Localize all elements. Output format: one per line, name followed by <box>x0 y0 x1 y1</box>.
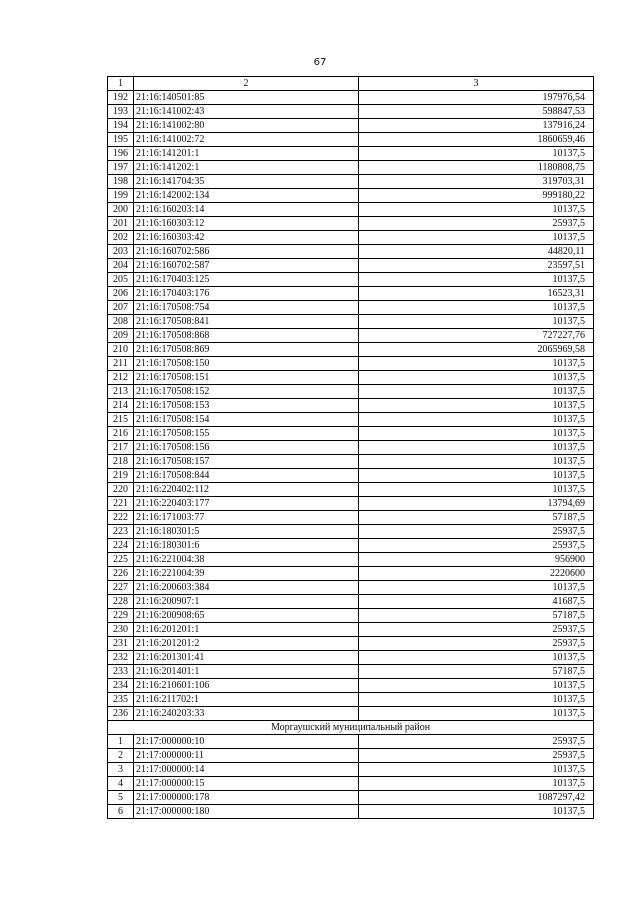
cadastral-value: 25937,5 <box>359 217 594 231</box>
cadastral-number: 21:16:220403:177 <box>134 497 359 511</box>
table-row <box>108 147 594 161</box>
cadastral-number: 21:17:000000:14 <box>134 763 359 777</box>
table-row <box>108 595 594 609</box>
cadastral-number: 21:16:160303:12 <box>134 217 359 231</box>
row-number: 228 <box>108 595 134 609</box>
page-number: 67 <box>313 57 327 68</box>
table-row <box>108 161 594 175</box>
table-row <box>108 273 594 287</box>
table-row <box>108 777 594 791</box>
cadastral-number: 21:16:171003:77 <box>134 511 359 525</box>
row-number: 1 <box>108 735 134 749</box>
table-row <box>108 581 594 595</box>
cadastral-value: 25937,5 <box>359 623 594 637</box>
cadastral-value: 10137,5 <box>359 455 594 469</box>
cadastral-value: 727227,76 <box>359 329 594 343</box>
cadastral-number: 21:16:220402:112 <box>134 483 359 497</box>
cadastral-value: 10137,5 <box>359 427 594 441</box>
cadastral-value: 23597,51 <box>359 259 594 273</box>
cadastral-value: 10137,5 <box>359 385 594 399</box>
row-number: 211 <box>108 357 134 371</box>
cadastral-number: 21:16:170508:868 <box>134 329 359 343</box>
cadastral-number: 21:16:170508:754 <box>134 301 359 315</box>
cadastral-number: 21:17:000000:15 <box>134 777 359 791</box>
row-number: 4 <box>108 777 134 791</box>
cadastral-value: 25937,5 <box>359 539 594 553</box>
table-row <box>108 637 594 651</box>
row-number: 227 <box>108 581 134 595</box>
table-row <box>108 91 594 105</box>
cadastral-value: 10137,5 <box>359 679 594 693</box>
row-number: 213 <box>108 385 134 399</box>
row-number: 235 <box>108 693 134 707</box>
row-number: 192 <box>108 91 134 105</box>
table-row <box>108 735 594 749</box>
cadastral-number: 21:16:170508:154 <box>134 413 359 427</box>
table-row <box>108 119 594 133</box>
cadastral-value: 10137,5 <box>359 483 594 497</box>
row-number: 219 <box>108 469 134 483</box>
cadastral-value: 10137,5 <box>359 441 594 455</box>
table-row <box>108 301 594 315</box>
cadastral-value: 10137,5 <box>359 301 594 315</box>
cadastral-number: 21:16:160303:42 <box>134 231 359 245</box>
table-row <box>108 259 594 273</box>
row-number: 210 <box>108 343 134 357</box>
header-col-3: 3 <box>359 77 594 91</box>
cadastral-value: 10137,5 <box>359 357 594 371</box>
table-row <box>108 441 594 455</box>
row-number: 226 <box>108 567 134 581</box>
cadastral-value: 57187,5 <box>359 665 594 679</box>
cadastral-number: 21:16:140501:85 <box>134 91 359 105</box>
cadastral-number: 21:16:170508:153 <box>134 399 359 413</box>
table-row <box>108 385 594 399</box>
cadastral-number: 21:16:141002:43 <box>134 105 359 119</box>
row-number: 206 <box>108 287 134 301</box>
row-number: 231 <box>108 637 134 651</box>
table-row <box>108 553 594 567</box>
row-number: 225 <box>108 553 134 567</box>
table-row <box>108 231 594 245</box>
row-number: 236 <box>108 707 134 721</box>
table-row <box>108 623 594 637</box>
cadastral-value: 10137,5 <box>359 147 594 161</box>
cadastral-number: 21:16:141002:72 <box>134 133 359 147</box>
cadastral-value: 999180,22 <box>359 189 594 203</box>
table-row <box>108 805 594 819</box>
cadastral-value: 10137,5 <box>359 315 594 329</box>
cadastral-value: 1087297,42 <box>359 791 594 805</box>
cadastral-number: 21:16:142002:134 <box>134 189 359 203</box>
cadastral-number: 21:17:000000:178 <box>134 791 359 805</box>
cadastral-number: 21:16:201201:2 <box>134 637 359 651</box>
cadastral-value: 25937,5 <box>359 749 594 763</box>
row-number: 203 <box>108 245 134 259</box>
cadastral-value: 10137,5 <box>359 693 594 707</box>
cadastral-value: 25937,5 <box>359 525 594 539</box>
row-number: 218 <box>108 455 134 469</box>
row-number: 5 <box>108 791 134 805</box>
cadastral-value: 956900 <box>359 553 594 567</box>
cadastral-value-table <box>107 76 594 819</box>
table-row <box>108 357 594 371</box>
cadastral-number: 21:16:170508:869 <box>134 343 359 357</box>
header-col-2: 2 <box>134 77 359 91</box>
cadastral-value: 197976,54 <box>359 91 594 105</box>
cadastral-value: 44820,11 <box>359 245 594 259</box>
cadastral-number: 21:16:170508:150 <box>134 357 359 371</box>
table-row <box>108 665 594 679</box>
cadastral-value: 10137,5 <box>359 203 594 217</box>
table-row <box>108 371 594 385</box>
cadastral-number: 21:16:200907:1 <box>134 595 359 609</box>
cadastral-number: 21:17:000000:11 <box>134 749 359 763</box>
row-number: 3 <box>108 763 134 777</box>
cadastral-number: 21:16:201401:1 <box>134 665 359 679</box>
table-row <box>108 763 594 777</box>
table-row <box>108 315 594 329</box>
table-row <box>108 175 594 189</box>
cadastral-value: 10137,5 <box>359 777 594 791</box>
cadastral-value: 10137,5 <box>359 371 594 385</box>
row-number: 6 <box>108 805 134 819</box>
cadastral-value: 16523,31 <box>359 287 594 301</box>
cadastral-value: 25937,5 <box>359 735 594 749</box>
row-number: 205 <box>108 273 134 287</box>
cadastral-value: 41687,5 <box>359 595 594 609</box>
row-number: 200 <box>108 203 134 217</box>
table-row <box>108 399 594 413</box>
row-number: 223 <box>108 525 134 539</box>
row-number: 232 <box>108 651 134 665</box>
cadastral-number: 21:17:000000:10 <box>134 735 359 749</box>
cadastral-value: 10137,5 <box>359 581 594 595</box>
cadastral-number: 21:16:211702:1 <box>134 693 359 707</box>
cadastral-number: 21:16:141202:1 <box>134 161 359 175</box>
cadastral-value: 10137,5 <box>359 651 594 665</box>
cadastral-number: 21:16:170508:156 <box>134 441 359 455</box>
cadastral-number: 21:16:170508:157 <box>134 455 359 469</box>
table-row <box>108 693 594 707</box>
header-col-1: 1 <box>108 77 134 91</box>
table-row <box>108 567 594 581</box>
row-number: 230 <box>108 623 134 637</box>
row-number: 204 <box>108 259 134 273</box>
row-number: 198 <box>108 175 134 189</box>
row-number: 234 <box>108 679 134 693</box>
row-number: 197 <box>108 161 134 175</box>
cadastral-number: 21:16:141201:1 <box>134 147 359 161</box>
table-row <box>108 539 594 553</box>
cadastral-value: 10137,5 <box>359 413 594 427</box>
row-number: 193 <box>108 105 134 119</box>
row-number: 222 <box>108 511 134 525</box>
cadastral-number: 21:16:170508:155 <box>134 427 359 441</box>
cadastral-number: 21:16:200908:65 <box>134 609 359 623</box>
row-number: 224 <box>108 539 134 553</box>
cadastral-value: 10137,5 <box>359 469 594 483</box>
row-number: 201 <box>108 217 134 231</box>
cadastral-number: 21:16:160702:587 <box>134 259 359 273</box>
section-title: Моргаушский муниципальный район <box>108 721 594 735</box>
row-number: 195 <box>108 133 134 147</box>
cadastral-number: 21:16:200603:384 <box>134 581 359 595</box>
row-number: 214 <box>108 399 134 413</box>
row-number: 217 <box>108 441 134 455</box>
cadastral-value: 10137,5 <box>359 805 594 819</box>
cadastral-number: 21:16:160702:586 <box>134 245 359 259</box>
cadastral-value: 2220600 <box>359 567 594 581</box>
row-number: 196 <box>108 147 134 161</box>
cadastral-number: 21:16:170508:152 <box>134 385 359 399</box>
cadastral-number: 21:16:170508:841 <box>134 315 359 329</box>
cadastral-value: 10137,5 <box>359 231 594 245</box>
cadastral-value: 57187,5 <box>359 609 594 623</box>
table-row <box>108 707 594 721</box>
table-row <box>108 287 594 301</box>
cadastral-number: 21:16:170403:176 <box>134 287 359 301</box>
table-body <box>108 77 594 819</box>
table-row <box>108 413 594 427</box>
row-number: 2 <box>108 749 134 763</box>
table-row <box>108 245 594 259</box>
cadastral-value: 10137,5 <box>359 273 594 287</box>
cadastral-value: 13794,69 <box>359 497 594 511</box>
table-row <box>108 511 594 525</box>
cadastral-value: 1180808,75 <box>359 161 594 175</box>
table-row <box>108 343 594 357</box>
section-row <box>108 721 594 735</box>
table-row <box>108 427 594 441</box>
cadastral-number: 21:16:180301:6 <box>134 539 359 553</box>
table-row <box>108 329 594 343</box>
cadastral-number: 21:16:160203:14 <box>134 203 359 217</box>
cadastral-value: 319703,31 <box>359 175 594 189</box>
table-row <box>108 133 594 147</box>
table-row <box>108 483 594 497</box>
table-row <box>108 203 594 217</box>
row-number: 212 <box>108 371 134 385</box>
cadastral-value: 137916,24 <box>359 119 594 133</box>
table-row <box>108 217 594 231</box>
table-row <box>108 469 594 483</box>
cadastral-value: 10137,5 <box>359 763 594 777</box>
cadastral-number: 21:16:141002:80 <box>134 119 359 133</box>
row-number: 194 <box>108 119 134 133</box>
cadastral-number: 21:16:221004:39 <box>134 567 359 581</box>
cadastral-number: 21:16:141704:35 <box>134 175 359 189</box>
cadastral-value: 1860659,46 <box>359 133 594 147</box>
row-number: 221 <box>108 497 134 511</box>
cadastral-number: 21:16:201201:1 <box>134 623 359 637</box>
cadastral-number: 21:16:221004:38 <box>134 553 359 567</box>
cadastral-number: 21:16:180301:5 <box>134 525 359 539</box>
row-number: 216 <box>108 427 134 441</box>
cadastral-value: 57187,5 <box>359 511 594 525</box>
row-number: 233 <box>108 665 134 679</box>
table-row <box>108 525 594 539</box>
cadastral-value: 598847,53 <box>359 105 594 119</box>
table-row <box>108 189 594 203</box>
cadastral-value: 10137,5 <box>359 707 594 721</box>
row-number: 215 <box>108 413 134 427</box>
cadastral-number: 21:16:210601:106 <box>134 679 359 693</box>
row-number: 207 <box>108 301 134 315</box>
cadastral-number: 21:16:240203:33 <box>134 707 359 721</box>
cadastral-number: 21:16:170403:125 <box>134 273 359 287</box>
table-row <box>108 497 594 511</box>
table-row <box>108 679 594 693</box>
table-row <box>108 651 594 665</box>
cadastral-number: 21:16:170508:151 <box>134 371 359 385</box>
row-number: 220 <box>108 483 134 497</box>
table-header-row <box>108 77 594 91</box>
table-row <box>108 609 594 623</box>
row-number: 208 <box>108 315 134 329</box>
row-number: 209 <box>108 329 134 343</box>
table-row <box>108 749 594 763</box>
cadastral-number: 21:16:170508:844 <box>134 469 359 483</box>
cadastral-number: 21:16:201301:41 <box>134 651 359 665</box>
table-row <box>108 791 594 805</box>
table-row <box>108 455 594 469</box>
cadastral-value: 10137,5 <box>359 399 594 413</box>
table-row <box>108 105 594 119</box>
cadastral-value: 2065969,58 <box>359 343 594 357</box>
row-number: 229 <box>108 609 134 623</box>
row-number: 202 <box>108 231 134 245</box>
row-number: 199 <box>108 189 134 203</box>
cadastral-value: 25937,5 <box>359 637 594 651</box>
cadastral-number: 21:17:000000:180 <box>134 805 359 819</box>
